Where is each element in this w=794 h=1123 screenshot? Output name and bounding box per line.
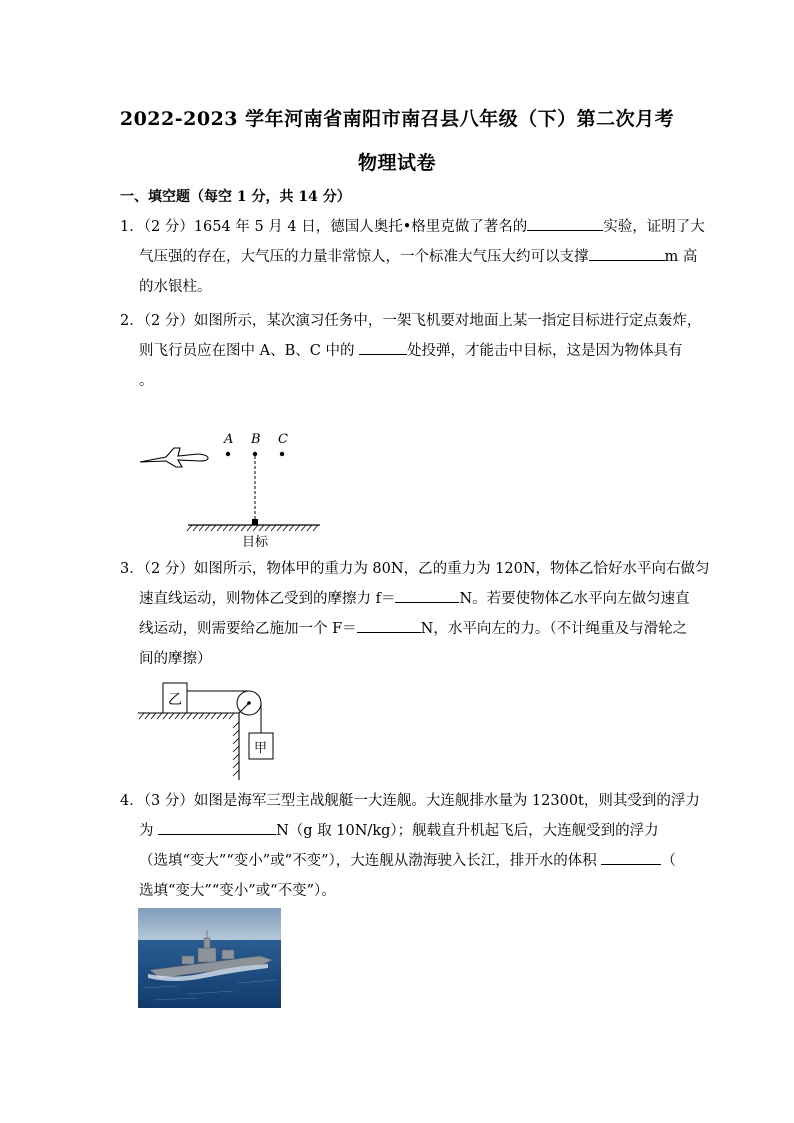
paper-title-line2: 物理试卷 xyxy=(357,152,436,174)
label-b: B xyxy=(251,432,261,447)
question-number: 4． xyxy=(120,793,144,809)
answer-blank[interactable] xyxy=(527,214,603,231)
question-line: 则飞行员应在图中 A、B、C 中的 处投弹，才能击中目标，这是因为物体具有 xyxy=(120,336,680,366)
question-1 xyxy=(120,212,705,302)
question-line: （选填“变大”“变小”或“不变”），大连舰从渤海驶入长江，排开水的体积 （ xyxy=(120,846,680,876)
question-score: （2 分） xyxy=(143,313,194,329)
block-yi-label: 乙 xyxy=(168,692,182,708)
section-heading: 一、填空题（每空 1 分，共 14 分） xyxy=(120,189,351,205)
answer-blank[interactable] xyxy=(589,244,665,261)
drop-point-a xyxy=(226,452,230,456)
question-line: 为 N（g 取 10N/kg）；舰载直升机起飞后，大连舰受到的浮力 xyxy=(120,816,680,846)
answer-blank[interactable] xyxy=(359,338,407,355)
question-line: 速直线运动，则物体乙受到的摩擦力 f＝ N。若要使物体乙水平向左做匀速直 xyxy=(120,584,680,614)
target-label: 目标 xyxy=(242,535,269,550)
answer-blank[interactable] xyxy=(601,848,661,865)
answer-blank[interactable] xyxy=(357,616,421,633)
paper-title-line1: 2022-2023 学年河南省南阳市南召县八年级（下）第二次月考 xyxy=(119,108,675,130)
warship-photo xyxy=(138,908,281,1008)
question-line: 选填“变大”“变小”或“不变”）。 xyxy=(139,883,336,899)
drop-point-c xyxy=(280,452,284,456)
question-line: 4．（3 分）如图是海军三型主战舰艇一大连舰。大连舰排水量为 12300t，则其受到的浮力 xyxy=(120,793,700,809)
question-number: 2． xyxy=(120,313,144,329)
question-line: 间的摩擦） xyxy=(139,651,212,667)
question-4 xyxy=(120,786,700,906)
question-score: （2 分） xyxy=(143,219,194,235)
question-number: 1． xyxy=(120,219,144,235)
label-c: C xyxy=(278,432,288,447)
answer-blank[interactable] xyxy=(395,586,459,603)
question-line: 的水银柱。 xyxy=(139,279,212,295)
target-marker xyxy=(252,519,258,525)
airplane-icon xyxy=(140,448,208,467)
question-line: 线运动，则需要给乙施加一个 F＝ N，水平向左的力。（不计绳重及与滑轮之 xyxy=(120,614,680,644)
question-score: （2 分） xyxy=(143,561,194,577)
question-line: 1．（2 分）1654 年 5 月 4 日，德国人奥托•格里克做了著名的 实验，证明了大 xyxy=(120,212,680,242)
table-hatching xyxy=(139,713,239,776)
question-line: 3．（2 分）如图所示，物体甲的重力为 80N，乙的重力为 120N，物体乙恰好水平向右做匀 xyxy=(120,561,710,577)
block-jia-label: 甲 xyxy=(254,741,268,756)
question-2 xyxy=(120,306,702,396)
pulley-figure xyxy=(136,680,286,782)
question-3 xyxy=(120,554,710,674)
question-score: （3 分） xyxy=(143,793,194,809)
drop-point-b xyxy=(253,452,257,456)
question-line: 。 xyxy=(139,373,154,389)
ground-hatching xyxy=(187,525,318,531)
airplane-figure xyxy=(130,426,330,551)
answer-blank[interactable] xyxy=(158,818,276,835)
question-number: 3． xyxy=(120,561,144,577)
question-line: 2．（2 分）如图所示，某次演习任务中，一架飞机要对地面上某一指定目标进行定点轰炸， xyxy=(120,313,702,329)
question-line: 气压强的存在，大气压的力量非常惊人，一个标准大气压大约可以支撑 m 高 xyxy=(120,242,680,272)
label-a: A xyxy=(224,432,234,447)
